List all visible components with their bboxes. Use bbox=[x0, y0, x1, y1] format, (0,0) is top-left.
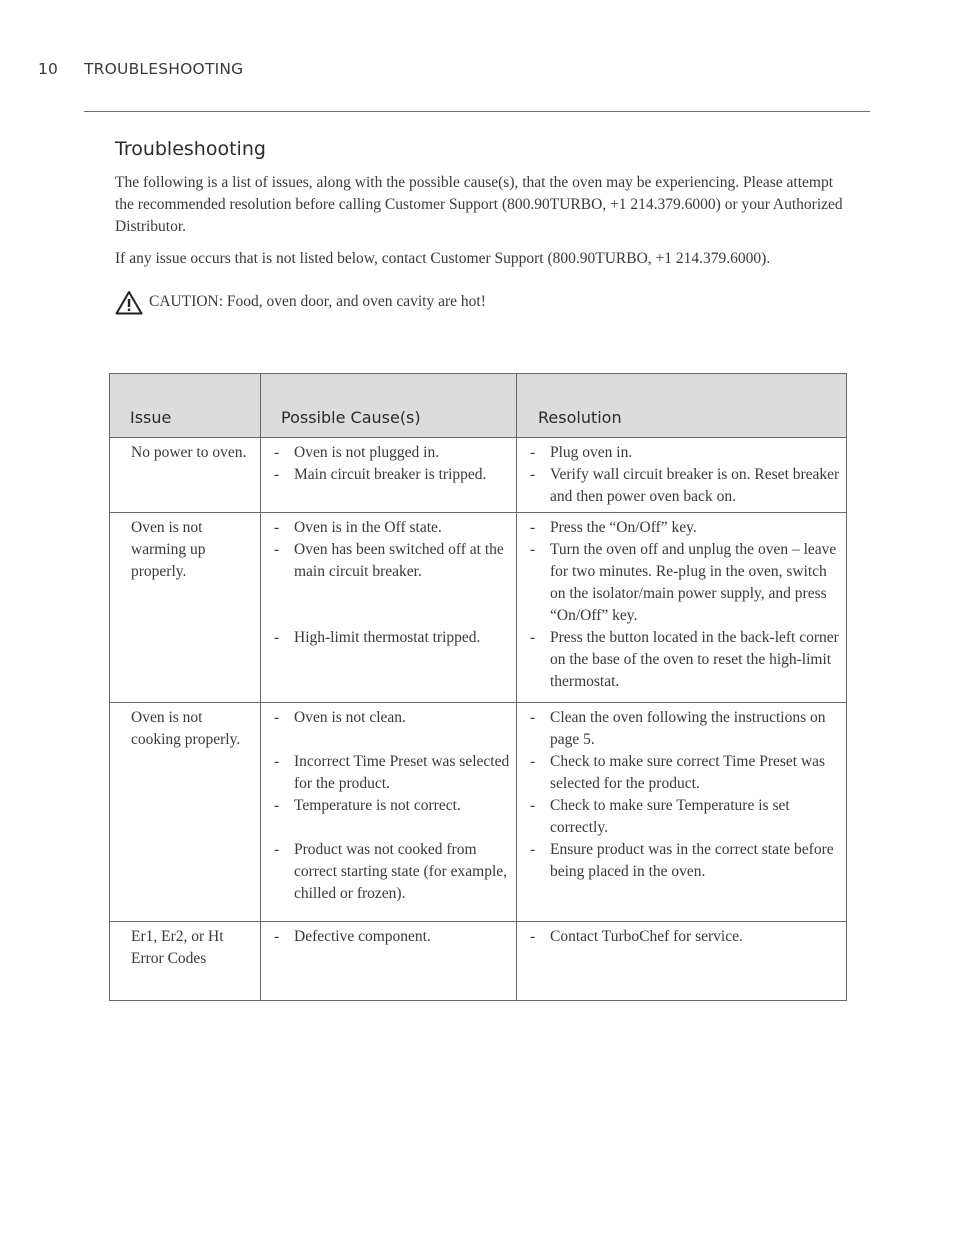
resolution-text: Ensure product was in the correct state before being placed in the oven. bbox=[550, 841, 834, 880]
support-paragraph: If any issue occurs that is not listed below, contact Customer Support (800.90TURBO, +1 214.379.6000). bbox=[115, 250, 771, 267]
resolution-text: Check to make sure correct Time Preset was selected for the product. bbox=[550, 753, 826, 792]
list-item bbox=[273, 839, 512, 905]
resolution-text: Verify wall circuit breaker is on. Reset breaker and then power oven back on. bbox=[550, 466, 840, 505]
caution-note bbox=[115, 289, 486, 315]
list-item bbox=[273, 751, 512, 795]
intro-paragraph: The following is a list of issues, along with the possible cause(s), that the oven may be experiencing. Please attempt the recommended resolution before calling Customer Support (800.90TURBO, +1 214.379.6000) or your Authorized Distributor. bbox=[115, 174, 843, 235]
list-item bbox=[529, 627, 842, 693]
resolution-text: Turn the oven off and unplug the oven – leave for two minutes. Re-plug in the oven, switch on the isolator/main power supply, and press “On/Off” key. bbox=[550, 541, 837, 624]
list-item bbox=[273, 442, 512, 464]
issue-cell: Oven is not warming up properly. bbox=[110, 513, 261, 703]
page-number: 10 bbox=[38, 60, 59, 78]
cause-cell bbox=[261, 438, 517, 513]
bullet-dash: - bbox=[274, 629, 280, 646]
list-item bbox=[529, 751, 842, 795]
table-row bbox=[110, 703, 847, 922]
resolution-text: Clean the oven following the instructions on page 5. bbox=[550, 709, 826, 748]
bullet-dash: - bbox=[274, 753, 280, 770]
resolution-text: Press the “On/Off” key. bbox=[550, 519, 697, 536]
page-header bbox=[38, 60, 243, 78]
spacer bbox=[273, 817, 512, 839]
issue-cell: No power to oven. bbox=[110, 438, 261, 513]
resolution-text: Plug oven in. bbox=[550, 444, 633, 461]
bullet-dash: - bbox=[530, 541, 536, 558]
cause-text: Defective component. bbox=[294, 928, 431, 945]
caution-text: CAUTION: Food, oven door, and oven cavity are hot! bbox=[149, 293, 486, 310]
cause-cell bbox=[261, 703, 517, 922]
list-item bbox=[529, 539, 842, 627]
list-item bbox=[273, 926, 512, 948]
resolution-cell bbox=[517, 438, 847, 513]
list-item bbox=[529, 517, 842, 539]
troubleshooting-table bbox=[109, 373, 847, 1001]
header-divider bbox=[84, 111, 870, 112]
resolution-cell bbox=[517, 513, 847, 703]
list-item bbox=[529, 707, 842, 751]
cause-cell bbox=[261, 513, 517, 703]
list-item bbox=[273, 707, 512, 729]
resolution-cell bbox=[517, 922, 847, 1001]
cause-text: Oven is not clean. bbox=[294, 709, 406, 726]
bullet-dash: - bbox=[274, 709, 280, 726]
bullet-dash: - bbox=[274, 519, 280, 536]
bullet-dash: - bbox=[530, 466, 536, 483]
column-header-causes: Possible Cause(s) bbox=[261, 374, 517, 438]
column-header-resolution: Resolution bbox=[517, 374, 847, 438]
cause-text: Incorrect Time Preset was selected for the product. bbox=[294, 753, 510, 792]
warning-triangle-icon bbox=[115, 290, 143, 315]
bullet-dash: - bbox=[530, 797, 536, 814]
resolution-text: Contact TurboChef for service. bbox=[550, 928, 743, 945]
bullet-dash: - bbox=[530, 928, 536, 945]
cause-text: Main circuit breaker is tripped. bbox=[294, 466, 487, 483]
bullet-dash: - bbox=[274, 466, 280, 483]
list-item bbox=[529, 442, 842, 464]
list-item bbox=[273, 517, 512, 539]
section-title: Troubleshooting bbox=[115, 138, 266, 160]
bullet-dash: - bbox=[530, 753, 536, 770]
cause-text: Oven is not plugged in. bbox=[294, 444, 440, 461]
list-item bbox=[273, 539, 512, 583]
list-item bbox=[529, 926, 842, 948]
bullet-dash: - bbox=[530, 519, 536, 536]
bullet-dash: - bbox=[530, 709, 536, 726]
list-item bbox=[273, 627, 512, 649]
running-section-title: TROUBLESHOOTING bbox=[84, 60, 244, 78]
list-item bbox=[529, 464, 842, 508]
cause-text: High-limit thermostat tripped. bbox=[294, 629, 481, 646]
bullet-dash: - bbox=[530, 629, 536, 646]
cause-text: Oven has been switched off at the main circuit breaker. bbox=[294, 541, 504, 580]
spacer bbox=[273, 583, 512, 627]
bullet-dash: - bbox=[274, 541, 280, 558]
bullet-dash: - bbox=[530, 444, 536, 461]
table-row bbox=[110, 922, 847, 1001]
bullet-dash: - bbox=[274, 444, 280, 461]
table-row bbox=[110, 438, 847, 513]
issue-cell: Er1, Er2, or Ht Error Codes bbox=[110, 922, 261, 1001]
spacer bbox=[273, 729, 512, 751]
troubleshooting-table-wrapper bbox=[109, 373, 846, 1001]
bullet-dash: - bbox=[274, 841, 280, 858]
column-header-issue: Issue bbox=[110, 374, 261, 438]
list-item bbox=[273, 464, 512, 486]
bullet-dash: - bbox=[274, 797, 280, 814]
issue-cell: Oven is not cooking properly. bbox=[110, 703, 261, 922]
table-header-row bbox=[110, 374, 847, 438]
cause-cell bbox=[261, 922, 517, 1001]
list-item bbox=[529, 839, 842, 883]
cause-text: Temperature is not correct. bbox=[294, 797, 461, 814]
list-item bbox=[273, 795, 512, 817]
cause-text: Oven is in the Off state. bbox=[294, 519, 442, 536]
resolution-text: Check to make sure Temperature is set correctly. bbox=[550, 797, 790, 836]
resolution-text: Press the button located in the back-left corner on the base of the oven to reset the high-limit thermostat. bbox=[550, 629, 839, 690]
table-row bbox=[110, 513, 847, 703]
resolution-cell bbox=[517, 703, 847, 922]
bullet-dash: - bbox=[530, 841, 536, 858]
list-item bbox=[529, 795, 842, 839]
cause-text: Product was not cooked from correct starting state (for example, chilled or frozen). bbox=[294, 841, 508, 902]
bullet-dash: - bbox=[274, 928, 280, 945]
